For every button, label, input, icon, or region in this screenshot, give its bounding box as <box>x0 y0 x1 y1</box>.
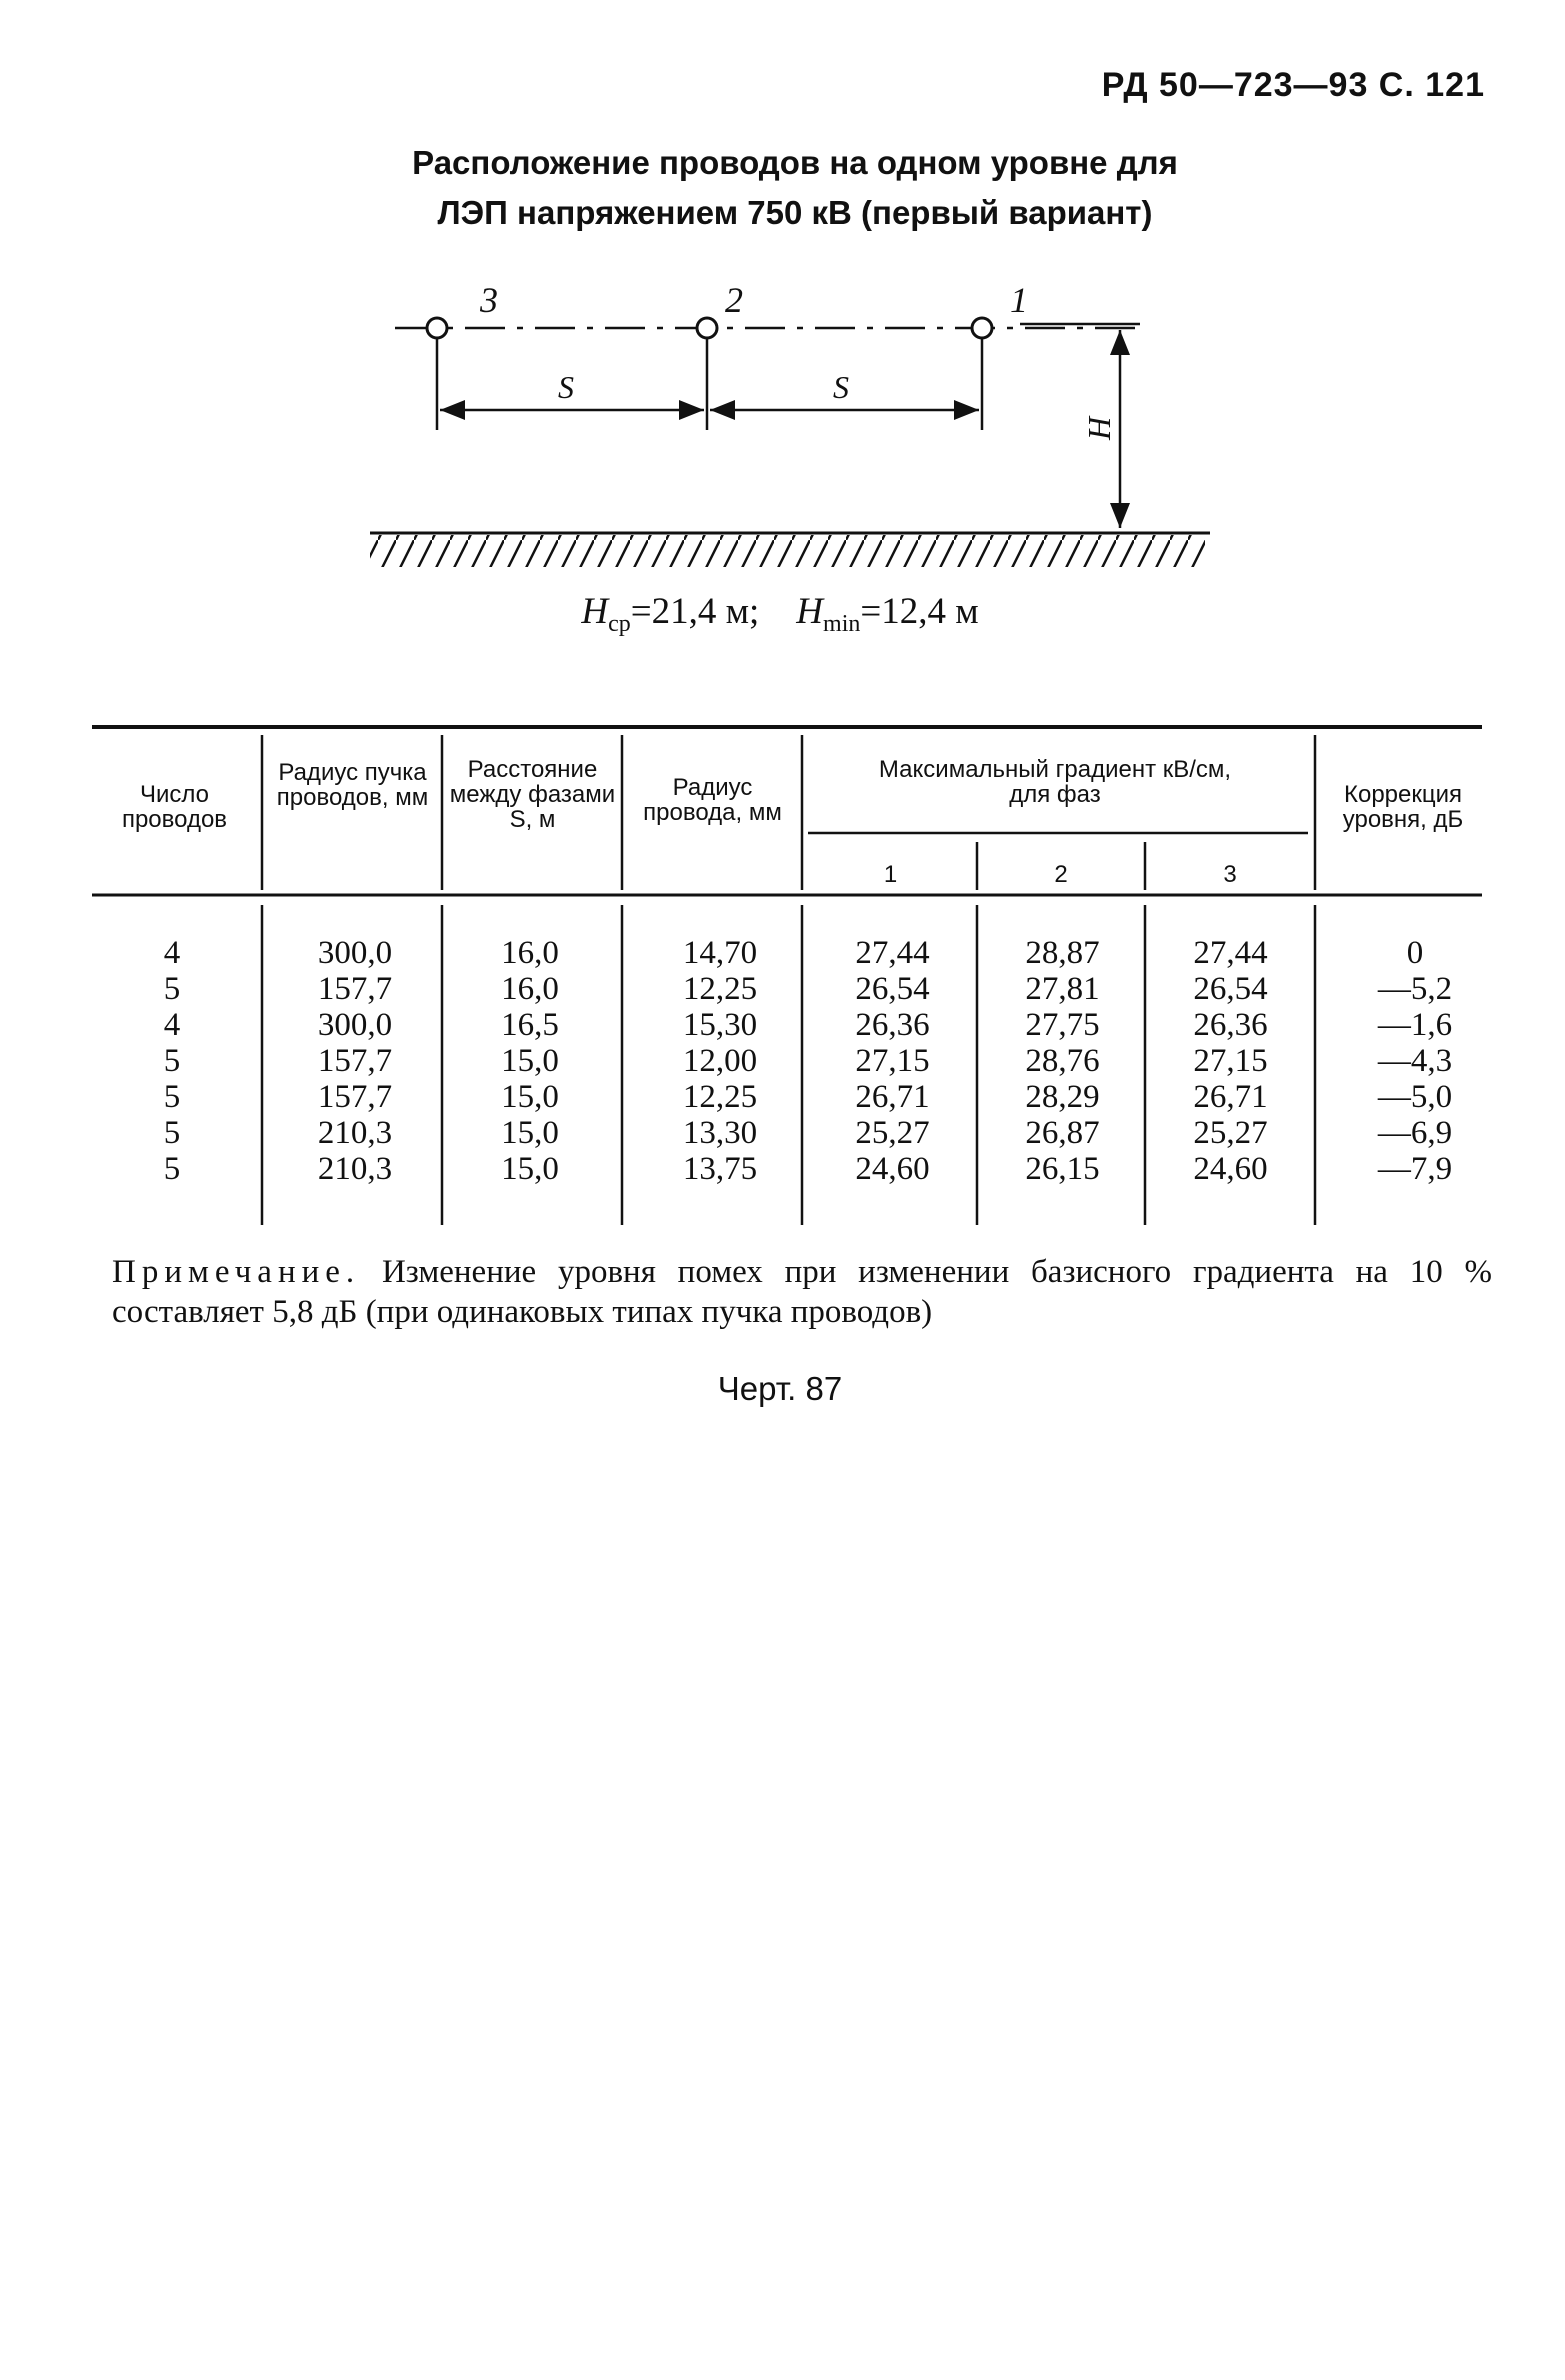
table-cell: 27,15 <box>1193 1043 1268 1079</box>
table-cell: 157,7 <box>317 1043 393 1079</box>
h-avg-symbol: H <box>581 591 609 632</box>
table-cell: 300,0 <box>317 935 393 971</box>
column-phase-1 <box>810 935 975 1187</box>
column-phase-2 <box>980 935 1145 1187</box>
table-cell: 12,25 <box>682 1079 758 1115</box>
h-min-subscript: min <box>823 611 861 637</box>
table-cell: 300,0 <box>317 1007 393 1043</box>
table-cell: 5 <box>163 1079 181 1115</box>
header-phase-1: 1 <box>883 861 898 888</box>
table-cell: 16,5 <box>501 1007 559 1043</box>
column-bundle-radius <box>270 935 440 1187</box>
table-cell: 26,54 <box>855 971 930 1007</box>
table-cell: 210,3 <box>317 1151 393 1187</box>
table-note <box>112 1252 1492 1332</box>
note-text: Изменение уровня помех при изменении базисного градиента на 10 % составляет 5,8 дБ (при одинаковых типах пучка проводов) <box>112 1254 1493 1330</box>
table-cell: 15,0 <box>501 1079 559 1115</box>
spacing-label-left: S <box>558 369 574 405</box>
header-phase-2: 2 <box>1054 861 1068 888</box>
page-header: РД 50—723—93 С. 121 <box>1101 66 1485 104</box>
figure-caption: Черт. 87 <box>717 1370 843 1407</box>
header-correction: Коррекция уровня, дБ <box>1342 781 1464 833</box>
wire-label-1: 1 <box>1010 280 1028 320</box>
table-cell: —4,3 <box>1377 1043 1453 1079</box>
header-phase-distance: Расстояние между фазами S, м <box>449 756 616 833</box>
column-phase-distance <box>445 935 615 1187</box>
table-cell: 27,81 <box>1025 971 1100 1007</box>
table-cell: 27,44 <box>1193 935 1268 971</box>
table-cell: 24,60 <box>855 1151 930 1187</box>
table-cell: 26,15 <box>1025 1151 1100 1187</box>
table-cell: —1,6 <box>1377 1007 1453 1043</box>
table-cell: 16,0 <box>501 971 559 1007</box>
table-cell: 26,87 <box>1025 1115 1100 1151</box>
h-min-symbol: H <box>796 591 824 632</box>
spacing-label-right: S <box>833 369 849 405</box>
title-line-2: ЛЭП напряжением 750 кВ (первый вариант) <box>437 194 1153 231</box>
table-cell: 15,0 <box>501 1115 559 1151</box>
table-cell: 26,36 <box>855 1007 930 1043</box>
table-cell: 24,60 <box>1193 1151 1268 1187</box>
table-cell: 25,27 <box>1193 1115 1268 1151</box>
table-cell: 13,75 <box>682 1151 758 1187</box>
header-wire-radius: Радиус провода, мм <box>643 774 782 826</box>
table-cell: 16,0 <box>501 935 559 971</box>
h-min-value: =12,4 м <box>860 591 979 632</box>
table-cell: 0 <box>1406 935 1424 971</box>
header-max-gradient: Максимальный градиент кВ/см, для фаз <box>878 756 1232 808</box>
column-wires <box>92 935 252 1187</box>
header-bundle-radius: Радиус пучка проводов, мм <box>276 759 429 811</box>
table-cell: —6,9 <box>1377 1115 1453 1151</box>
table-cell: —5,0 <box>1377 1079 1453 1115</box>
h-avg-subscript: ср <box>608 611 631 637</box>
wire-label-3: 3 <box>480 280 498 320</box>
table-cell: 26,36 <box>1193 1007 1268 1043</box>
table-cell: 5 <box>163 1151 181 1187</box>
table-cell: 26,54 <box>1193 971 1268 1007</box>
table-cell: —7,9 <box>1377 1151 1453 1187</box>
header-wires: Число проводов <box>121 781 228 833</box>
table-cell: 26,71 <box>1193 1079 1268 1115</box>
table-cell: 25,27 <box>855 1115 930 1151</box>
table-cell: 157,7 <box>317 971 393 1007</box>
table-cell: —5,2 <box>1377 971 1453 1007</box>
table-cell: 15,0 <box>501 1043 559 1079</box>
h-avg-value: =21,4 м; <box>630 591 760 632</box>
table-cell: 13,30 <box>682 1115 758 1151</box>
table-cell: 28,87 <box>1025 935 1100 971</box>
table-cell: 157,7 <box>317 1079 393 1115</box>
height-label: H <box>1081 416 1117 440</box>
title-line-1: Расположение проводов на одном уровне для <box>412 144 1178 181</box>
column-wire-radius <box>640 935 800 1187</box>
table-cell: 15,0 <box>501 1151 559 1187</box>
table-cell: 28,76 <box>1025 1043 1100 1079</box>
table-cell: 27,15 <box>855 1043 930 1079</box>
column-phase-3 <box>1148 935 1313 1187</box>
table-cell: 210,3 <box>317 1115 393 1151</box>
table-cell: 27,44 <box>855 935 930 971</box>
table-cell: 5 <box>163 1115 181 1151</box>
table-cell: 26,71 <box>855 1079 930 1115</box>
table-cell: 14,70 <box>682 935 758 971</box>
wire-label-2: 2 <box>725 280 743 320</box>
table-cell: 5 <box>163 971 181 1007</box>
table-cell: 12,25 <box>682 971 758 1007</box>
column-correction <box>1320 935 1490 1187</box>
table-cell: 28,29 <box>1025 1079 1100 1115</box>
table-cell: 4 <box>163 935 181 971</box>
note-label: Примечание. <box>112 1254 361 1290</box>
table-cell: 4 <box>163 1007 181 1043</box>
table-cell: 27,75 <box>1025 1007 1100 1043</box>
table-cell: 12,00 <box>682 1043 758 1079</box>
table-cell: 5 <box>163 1043 181 1079</box>
header-phase-3: 3 <box>1223 861 1237 888</box>
table-cell: 15,30 <box>682 1007 758 1043</box>
